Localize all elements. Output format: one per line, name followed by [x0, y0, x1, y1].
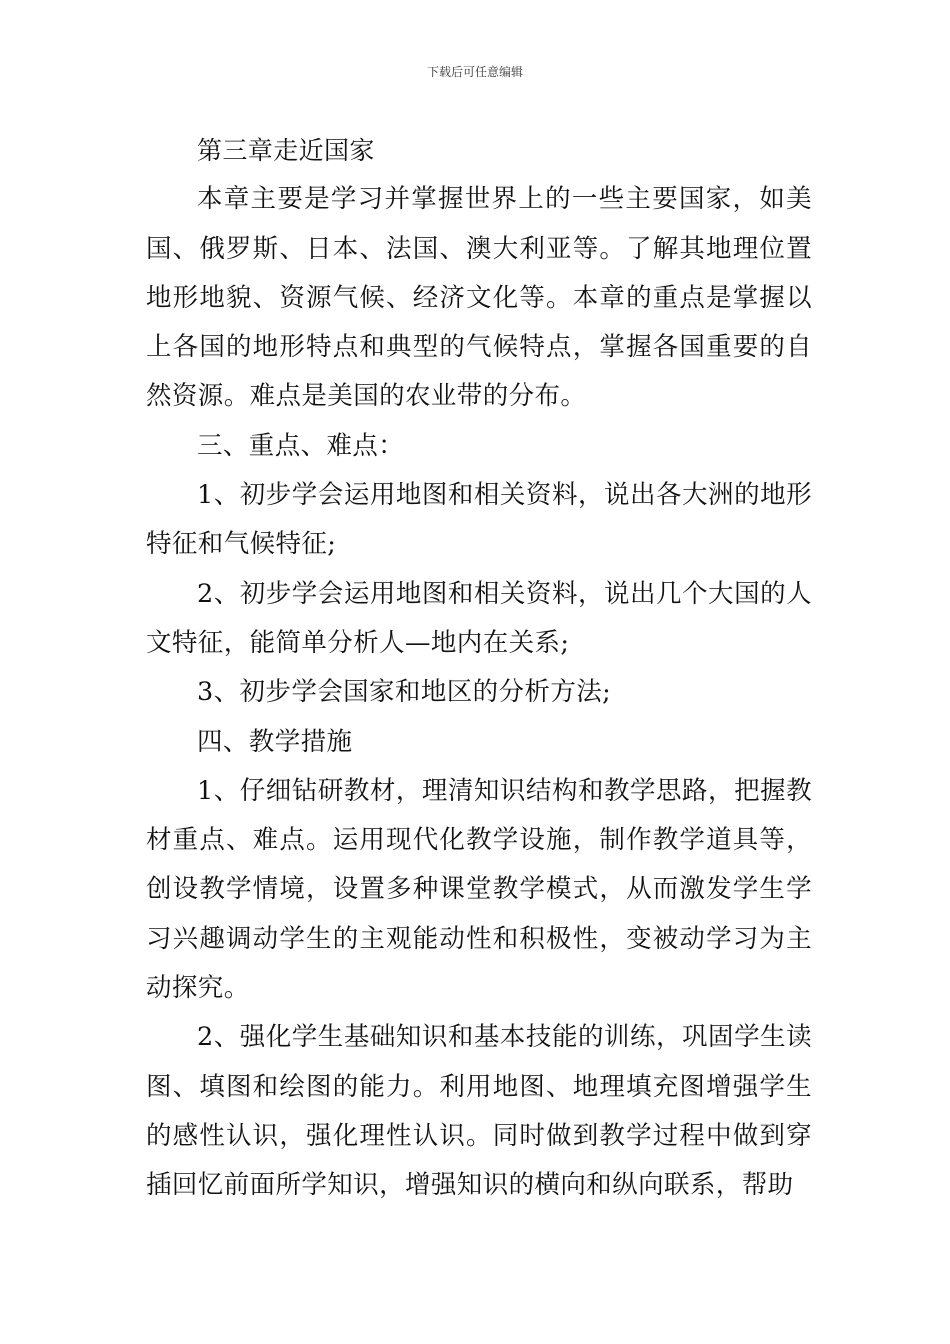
- document-body: [146, 126, 812, 1211]
- paragraph-key-point-1: 1、初步学会运用地图和相关资料，说出各大洲的地形特征和气候特征;: [146, 480, 812, 560]
- section-heading-key-points: 三、重点、难点：: [197, 430, 405, 461]
- paragraph-measure-1: 1、仔细钻研教材，理清知识结构和教学思路，把握教材重点、难点。运用现代化教学设施，制作教学道具等，创设教学情境，设置多种课堂教学模式，从而激发学生学习兴趣调动学生的主观能动性和积极性，变被动学习为主动探究。: [146, 775, 812, 1004]
- paragraph-chapter-summary: 本章主要是学习并掌握世界上的一些主要国家，如美国、俄罗斯、日本、法国、澳大利亚等。了解其地理位置地形地貌、资源气候、经济文化等。本章的重点是掌握以上各国的地形特点和典型的气候特点，掌握各国重要的自然资源。难点是美国的农业带的分布。: [146, 184, 812, 412]
- page-header: 下载后可任意编辑: [426, 65, 523, 79]
- paragraph-measure-2: 2、强化学生基础知识和基本技能的训练，巩固学生读图、填图和绘图的能力。利用地图、地理填充图增强学生的感性认识，强化理性认识。同时做到教学过程中做到穿插回忆前面所学知识，增强知识的横向和纵向联系，帮助: [146, 1022, 812, 1201]
- chapter-title: 第三章走近国家: [197, 136, 375, 165]
- paragraph-key-point-2: 2、初步学会运用地图和相关资料，说出几个大国的人文特征，能简单分析人—地内在关系;: [146, 578, 812, 658]
- paragraph-key-point-3: 3、初步学会国家和地区的分析方法;: [197, 677, 612, 708]
- section-heading-teaching-measures: 四、教学措施: [197, 726, 353, 757]
